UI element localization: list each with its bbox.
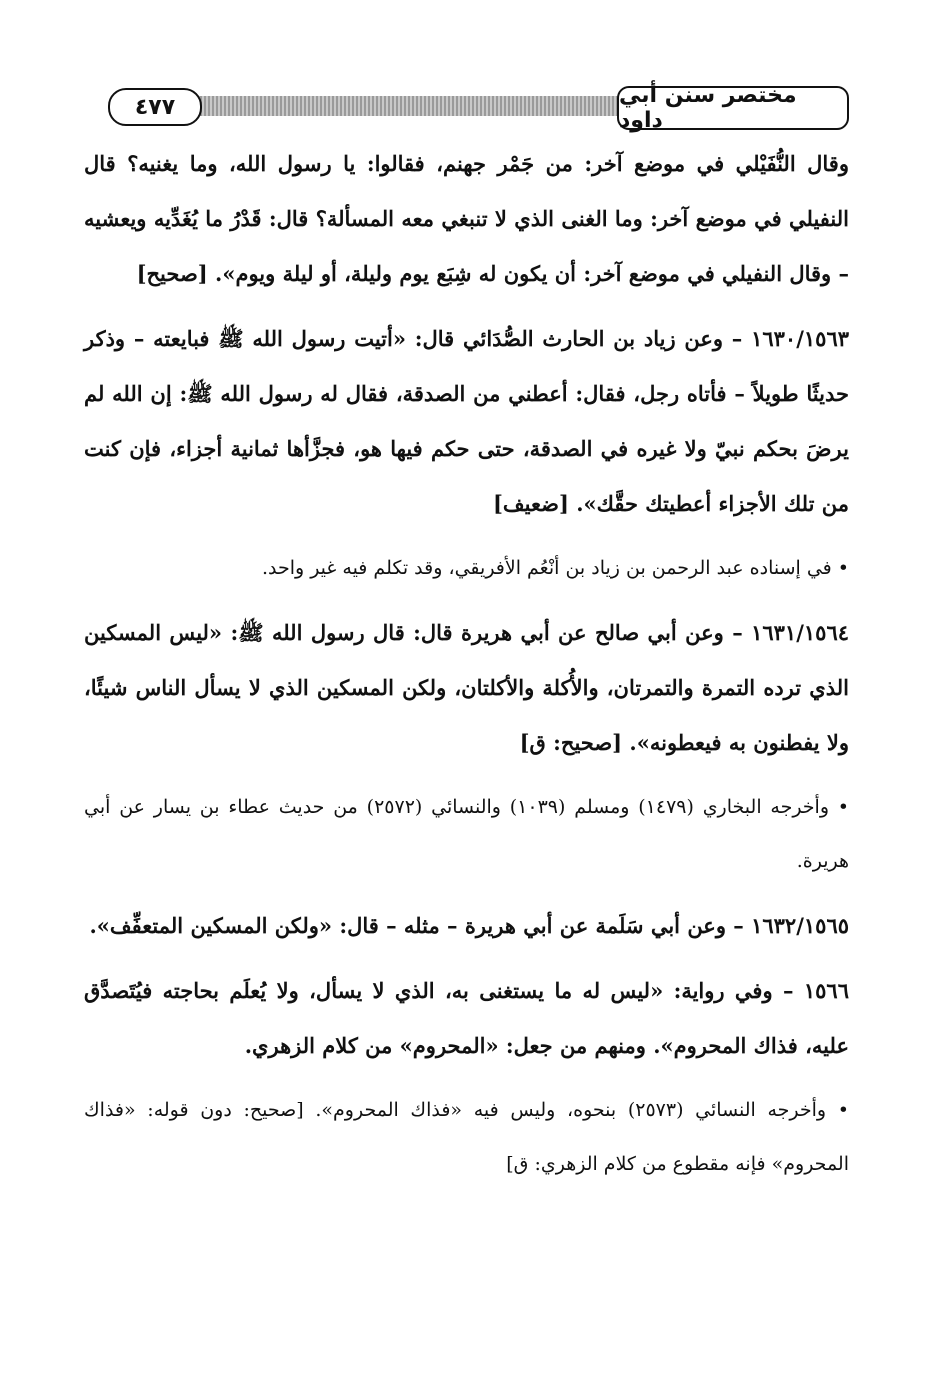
hadith-paragraph: ١٦٣١/١٥٦٤ – وعن أبي صالح عن أبي هريرة قال: قال رسول الله ﷺ: «ليس المسكين الذي ترده التمرة والتمرتان، والأُكلة والأكلتان، ولكن المسكين الذي لا يسأل الناس شيئًا، ولا يفطنون به فيعطونه». [صحيح: ق] (84, 620, 849, 755)
hadith-paragraph: ١٦٣٠/١٥٦٣ – وعن زياد بن الحارث الصُّدَائي قال: «أتيت رسول الله ﷺ فبايعته – وذكر حديثًا طويلاً – فأتاه رجل، فقال: أعطني من الصدقة، فقال له رسول الله ﷺ: إن الله لم يرضَ بحكم نبيّ ولا غيره في الصدقة، حتى حكم فيها هو، فجزَّأها ثمانية أجزاء، فإن كنت من تلك الأجزاء أعطيتك حقَّك». [ضعيف] (84, 326, 849, 516)
page-number: ٤٧٧ (108, 88, 202, 126)
commentary-note: • وأخرجه البخاري (١٤٧٩) ومسلم (١٠٣٩) والنسائي (٢٥٧٢) من حديث عطاء بن يسار عن أبي هريرة. (84, 796, 849, 872)
book-title: مختصر سنن أبي داود (617, 86, 849, 130)
hadith-paragraph: ١٥٦٦ – وفي رواية: «ليس له ما يستغنى به، الذي لا يسأل، ولا يُعلَم بحاجته فيُتَصدَّق عليه، فذاك المحروم». ومنهم من جعل: «المحروم» من كلام الزهري. (84, 978, 849, 1058)
commentary-note: • في إسناده عبد الرحمن بن زياد بن أنْعُم الأفريقي، وقد تكلم فيه غير واحد. (261, 557, 849, 579)
commentary-note: • وأخرجه النسائي (٢٥٧٣) بنحوه، وليس فيه «فذاك المحروم». [صحيح: دون قوله: «فذاك المحروم» فإنه مقطوع من كلام الزهري: ق] (84, 1099, 849, 1175)
hadith-paragraph: وقال النُّفَيْلي في موضع آخر: من جَمْر جهنم، فقالوا: يا رسول الله، وما يغنيه؟ قال النفيلي في موضع آخر: وما الغنى الذي لا تنبغي معه المسألة؟ قال: قَدْرُ ما يُغَدِّيه ويعشيه – وقال النفيلي في موضع آخر: أن يكون له شِبَع يوم وليلة، أو ليلة ويوم». [صحيح] (84, 151, 849, 286)
page-header (84, 83, 849, 133)
hadith-paragraph: ١٦٣٢/١٥٦٥ – وعن أبي سَلَمة عن أبي هريرة – مثله – قال: «ولكن المسكين المتعفِّف». (89, 913, 849, 938)
page-body (84, 136, 849, 1201)
